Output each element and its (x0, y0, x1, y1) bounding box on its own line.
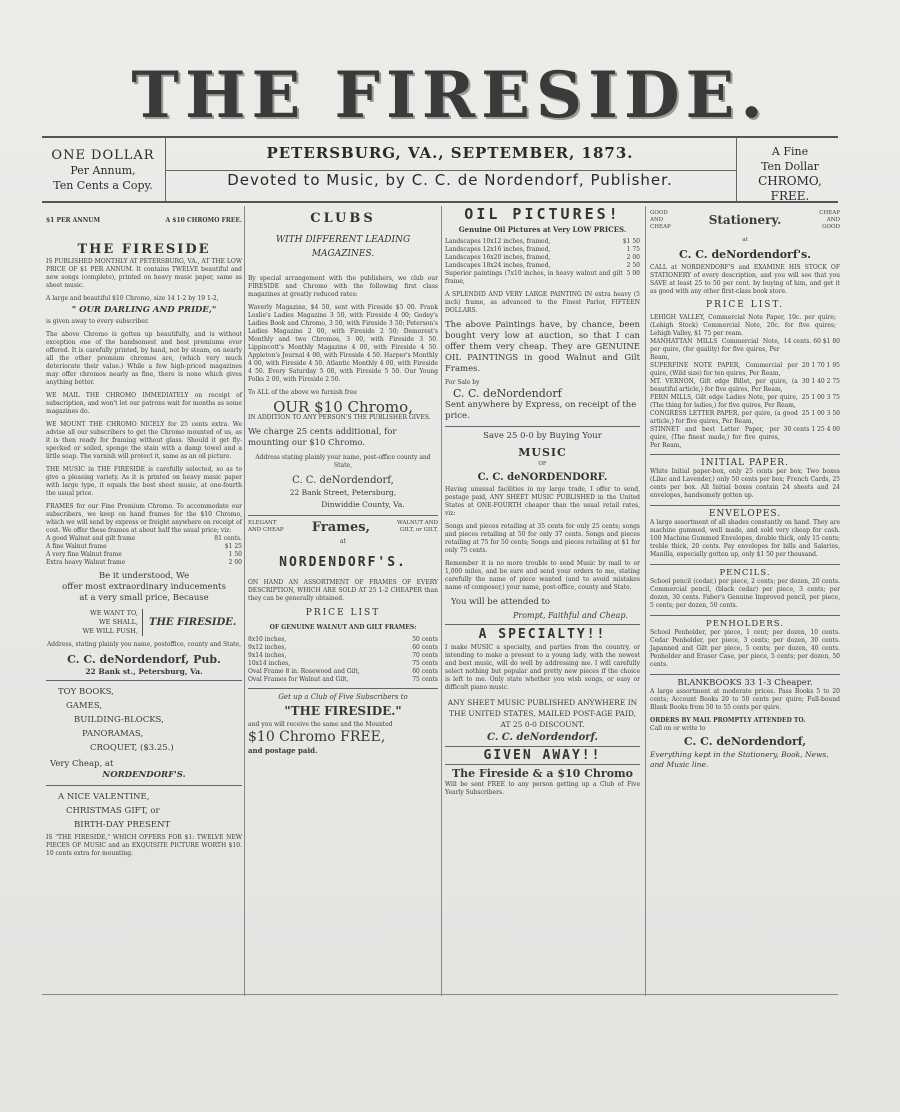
col3-oil-heading: OIL PICTURES! (464, 205, 621, 223)
col3-given-away: GIVEN AWAY!! (483, 748, 602, 763)
col1-para4: THE MUSIC in THE FIRESIDE is carefully selected, so as to give a pleasing variety. As it is printed on heavy music paper with large type, it equals the best sheet music, at one-fourth the usual price. (46, 466, 242, 497)
col3-sent: Sent anywhere by Express, on receipt of the price. (445, 400, 637, 421)
masthead-title: THE FIRESIDE. (131, 58, 769, 133)
col3-music-body-1: Having unusual facilities in my large trade, I offer to send, postage paid, ANY SHEET MUSIC PUBLISHED in the United States at ONE-FOURTH cheaper than the usual retail rates, viz: (445, 486, 640, 517)
col2-nordendorfs: NORDENDORF'S. (279, 555, 407, 570)
copy-price-line: Ten Cents a Copy. (53, 179, 153, 192)
col4-at: at (742, 237, 748, 243)
col1-publisher-name: C. C. deNordendorf, Pub. (67, 653, 221, 666)
col1-price-tag: $1 PER ANNUM (46, 217, 101, 224)
column-3 (445, 205, 640, 797)
frame-price-label: A fine Walnut frame (46, 543, 107, 550)
col1-want-title: THE FIRESIDE. (149, 617, 237, 628)
col4-blankbooks-heading: BLANKBOOKS 33 1-3 Cheaper. (677, 678, 813, 688)
walnut-frame-price-row (248, 644, 438, 652)
landscape-price-price: $1 50 (622, 238, 640, 245)
col4-stationery: Stationery. (708, 213, 782, 227)
col1-frame-list (46, 535, 242, 567)
landscape-price-row (445, 246, 640, 254)
frame-price-row (46, 559, 242, 567)
stationery-price-row (650, 394, 840, 410)
col1-para3: WE MOUNT THE CHROMO NICELY for 25 cents extra. We advise all our subscribers to get the Chromo mounted of us, as it is then ready for framing without glass. Should it get fly-specked or soiled, sponge the stain with a damp towel and a little soap. The varnish will protect it, same as an oil picture. (46, 421, 242, 460)
col1-want-2: WE SHALL, (98, 618, 138, 626)
walnut-frame-price-price: 60 cents (412, 668, 438, 675)
col3-fireside-chromo: The Fireside & a $10 Chromo (451, 767, 634, 780)
col2-at: at (340, 538, 346, 545)
col1-valentine-list (46, 790, 242, 832)
stationery-price-row (650, 378, 840, 394)
motto: Devoted to Music, by C. C. de Nordendorf, Publisher. (227, 171, 673, 189)
frame-price-row (46, 543, 242, 551)
landscape-price-label: Landscapes 18x24 inches, framed, (445, 262, 551, 269)
walnut-frame-price-price: 75 cents (412, 676, 438, 683)
col2-fireside-quote: "THE FIRESIDE." (284, 704, 402, 718)
walnut-frame-price-row (248, 676, 438, 684)
col1-para5: FRAMES for our Fine Premium Chromo. To accommodate our subscribers, we keep on hand frames for the $10 Chromo, which we will send by express or freight anywhere on receipt of cost. We offer these frames at about half the usual price; viz: (46, 503, 242, 534)
stationery-price-price: 20 1 70 1 95 (801, 362, 840, 369)
col1-understood-2: offer most extraordinary inducements (62, 582, 226, 592)
col1-cheap-1: Very Cheap, at (50, 759, 114, 769)
col3-for-sale: For Sale by (445, 379, 480, 386)
col2-name: C. C. deNordendorf, (292, 475, 394, 486)
stationery-price-row (650, 338, 840, 362)
col3-given-body: Will be sent FREE to any person getting up a Club of Five Yearly Subscribers. (445, 781, 640, 796)
walnut-frame-price-price: 60 cents (412, 644, 438, 651)
toy-item: TOY BOOKS, (58, 687, 114, 697)
col1-cheap-2: NORDENDORF'S. (102, 770, 186, 780)
col2-county: Dinwiddie County, Va. (321, 500, 405, 509)
bottom-rule (42, 994, 838, 995)
landscape-price-label: Superior paintings (7x10 inches, in heavy walnut and gilt frame, (445, 270, 623, 285)
walnut-frame-price-price: 50 cents (412, 636, 438, 643)
col1-toy-list (46, 685, 242, 755)
col2-street: 22 Bank Street, Petersburg, (289, 488, 397, 497)
frame-price-price: 2 00 (228, 559, 242, 566)
col2-charge: We charge 25 cents additional, for mounting our $10 Chromo. (248, 427, 397, 448)
walnut-frame-price-label: Oval Frame 8 in. Rosewood and Gilt, (248, 668, 360, 675)
frame-price-label: A very fine Walnut frame (46, 551, 122, 558)
landscape-price-price: 1 75 (626, 246, 640, 253)
stationery-price-price (836, 314, 840, 338)
chromo-line-1: A Fine (771, 145, 809, 158)
landscape-price-row (445, 262, 640, 270)
col4-price-list: PRICE LIST. (706, 300, 784, 310)
col2-club-five: Get up a Club of Five Subscribers to (278, 693, 408, 701)
col4-call-write: Call on or write to (650, 725, 706, 732)
col2-clubs-list: Waverly Magazine, $4 50, sent with Fireside $5 00. Frank Leslie's Ladies Magazine 3 50, with Fireside 4 00; Godey's Ladies Book and Chromo, 3 50, with Fireside 3 50; Peterson's Ladies Magazine 2 00, with Fireside 2 50; Demorest's Monthly and two Chromos, 3 00, with Fireside 3 50. Lippincott's Monthly Magazine 4 00, with Fireside 4 50. Appleton's Journal 4 00, with Fireside 4 50. Harper's Monthly 4 00, with Fireside 4 50. Atlantic Monthly 4 00, with Fireside 4 50. Every Saturday 5 00, with Fireside 5 50. Our Young Folks 2 00, with Fireside 2 50. (248, 304, 438, 383)
col4-name: C. C. deNordendorf's. (679, 248, 811, 261)
col3-music: MUSIC (518, 446, 567, 459)
walnut-frame-price-row (248, 660, 438, 668)
col2-chromo-free: $10 Chromo FREE, (248, 729, 386, 745)
col3-signature: C. C. deNordendorf. (487, 732, 598, 743)
col2-clubs-heading: CLUBS (310, 211, 376, 226)
col4-call: CALL at NORDENDORF'S and EXAMINE HIS STOCK OF STATIONERY of every description, and you will see that you SAVE at least 25 to 50 per cent. by buying of him, and get it as good with any other first-class book store. (650, 264, 840, 295)
col4-good-cheap: GOOD AND CHEAP (650, 210, 671, 230)
col3-splendid: A SPLENDID AND VERY LARGE PAINTING IN extra heavy (5 inch) frame, as advanced to the Finest Parlor, FIFTEEN DOLLARS. (445, 291, 640, 314)
col4-envelopes-heading: ENVELOPES. (708, 509, 782, 519)
stationery-price-label: LEHIGH VALLEY, Commercial Note Paper, 10c. per quire; (Lehigh Stock) Commercial Note, 20c. for five quires; Lehigh Valley, $1 75 per ream. (650, 314, 836, 337)
header-bottom-rule (42, 201, 838, 203)
walnut-frame-price-label: 9x12 inches, (248, 644, 287, 651)
col2-frames-left: ELEGANT AND CHEAP (248, 520, 284, 533)
per-annum-line: Per Annum, (70, 164, 136, 177)
header-center (170, 144, 730, 189)
walnut-frame-price-row (248, 652, 438, 660)
col1-given: is given away to every subscriber. (46, 318, 150, 325)
header-divider-right (736, 138, 737, 201)
col3-save: Save 25 0-0 by Buying Your (483, 431, 602, 441)
dateline: PETERSBURG, VA., SEPTEMBER, 1873. (266, 144, 634, 162)
stationery-price-row (650, 362, 840, 378)
frame-price-label: Extra heavy Walnut frame (46, 559, 126, 566)
walnut-frame-price-row (248, 636, 438, 644)
col2-receive: and you will receive the same and the Mounted (248, 721, 393, 728)
col3-genuine: Genuine Oil Pictures at Very LOW PRICES. (458, 225, 627, 234)
walnut-frame-price-label: Oval Frames for Walnut and Gilt, (248, 676, 349, 683)
col2-addition: IN ADDITION TO ANY PERSON'S THE PUBLISHER GIVES. (248, 414, 431, 421)
col1-heading: THE FIRESIDE (77, 242, 211, 257)
col4-blankbooks-body: A large assortment at moderate prices. Pass Books 5 to 20 cents; Account Books 20 to 50 cents per quire; Full-bound Blank Books from 50 to 55 cents per quire. (650, 688, 840, 711)
stationery-price-price: 25 1 00 3 50 (801, 410, 840, 417)
col2-our-chromo: OUR $10 Chromo, (273, 398, 413, 416)
stationery-price-price: 30 cents 1 25 4 00 (783, 426, 840, 433)
col1-push-block (46, 609, 242, 636)
col1-publisher-address: 22 Bank st., Petersburg, Va. (85, 667, 203, 676)
col2-frames-right: WALNUT AND GILT, or GILT, (396, 520, 438, 533)
walnut-frame-price-label: 8x10 inches, (248, 636, 287, 643)
landscape-price-label: Landscapes 10x12 inches, framed, (445, 238, 551, 245)
col1-intro: IS PUBLISHED MONTHLY AT PETERSBURG, VA., AT THE LOW PRICE OF $1 PER ANNUM. It contains TWELVE beautiful and new songs (complete), printed on heavy music paper, same as sheet music. (46, 258, 242, 289)
col1-para1: The above Chromo is gotten up beautifully, and is without exception one of the handsomest and best premiums ever offered. It is carefully printed, by hand, not by steam, on nearly all the other premium chromos are, (which very much deteriorate their value.) While a few high-priced magazines may offer chromos nearly as fine, there is none which gives anything better. (46, 331, 242, 386)
column-rule-1 (244, 206, 245, 996)
landscape-price-price: 2 00 (626, 254, 640, 261)
col2-frames-body: ON HAND AN ASSORTMENT OF FRAMES OF EVERY DESCRIPTION, WHICH ARE SOLD AT 25 1-2 CHEAPER than they can be generally obtained. (248, 579, 438, 602)
col4-initial-body: White Initial paper-box, only 25 cents per box; Two boxes (Lilac and Lavender,) only 50 cents per box; French Cards, 25 cents per box. All Initial boxes contain 24 sheets and 24 envelopes, handsomely gotten up. (650, 468, 840, 499)
toy-item: BUILDING-BLOCKS, (74, 715, 164, 725)
col2-price-list: PRICE LIST (305, 608, 381, 618)
stationery-price-price: 14 cents. 60 $1 80 (783, 338, 840, 345)
col4-penholders-heading: PENHOLDERS. (705, 619, 785, 629)
column-rule-2 (441, 206, 442, 996)
col1-chromo-line: A large and beautiful $10 Chromo, size 14 1-2 by 19 1-2, (46, 295, 219, 302)
walnut-frame-price-price: 75 cents (412, 660, 438, 667)
col1-understood-1: Be it understood, We (98, 571, 190, 581)
landscape-price-label: Landscapes 16x20 inches, framed, (445, 254, 551, 261)
col1-want-1: WE WANT TO, (90, 609, 138, 617)
col4-item-list (650, 314, 840, 450)
frame-price-row (46, 551, 242, 559)
col4-initial-heading: INITIAL PAPER. (701, 458, 789, 468)
chromo-line-2: Ten Dollar (761, 160, 819, 173)
col2-frames-line (248, 520, 438, 534)
col4-everything: Everything kept in the Stationery, Book, News, and Music line. (650, 750, 829, 769)
col2-postage: and postage paid. (248, 746, 318, 755)
stationery-price-label: CONGRESS LETTER PAPER, per quire, (a good article,) for five quires, Per Ream, (650, 410, 798, 425)
valentine-line: A NICE VALENTINE, (58, 792, 150, 802)
landscape-price-price: 2 50 (626, 262, 640, 269)
col3-attended: You will be attended to (451, 597, 551, 607)
col1-want-3: WE WILL PUSH, (82, 627, 138, 635)
frame-price-label: A good Walnut and gilt frame (46, 535, 136, 542)
col1-valentine-note: IS "THE FIRESIDE," WHICH OFFERS FOR $1: TWELVE NEW PIECES OF MUSIC and an EXQUISITE PICTURE WORTH $10. 10 cents extra for mounting. (46, 834, 242, 857)
column-2 (248, 210, 438, 755)
stationery-price-label: SUPERFINE NOTE PAPER, Commercial per quire, (Wild size) for ten quires, Per Ream, (650, 362, 798, 377)
stationery-price-label: MT. VERNON, Gilt edge Billet, per quire, (a beautiful article,) for five quires, Per Ream, (650, 378, 798, 393)
frame-price-price: 1 50 (228, 551, 242, 558)
column-1 (46, 210, 242, 858)
stationery-price-label: STINNET and best Letter Paper, per quire, (The finest made,) for five quires, Per Ream, (650, 426, 780, 449)
stationery-price-label: FERN MILLS, Gilt edge Ladies Note, per quire, (The thing for ladies,) for five quires, Per Ream, (650, 394, 798, 409)
toy-item: GAMES, (66, 701, 103, 711)
col3-name: C. C. deNordendorf (453, 387, 562, 400)
top-rule (42, 136, 838, 138)
col2-genuine: OF GENUINE WALNUT AND GILT FRAMES: (269, 624, 417, 631)
valentine-line: BIRTH-DAY PRESENT (74, 820, 171, 830)
walnut-frame-price-label: 10x14 inches, (248, 660, 291, 667)
stationery-price-row (650, 314, 840, 338)
landscape-price-row (445, 238, 640, 246)
col1-address-note: Address, stating plainly you name, postoffice, county and State, (46, 641, 242, 648)
col4-cheap-good: CHEAP AND GOOD (819, 210, 840, 230)
frame-price-row (46, 535, 242, 543)
col3-music-body-3: Remember it is no more trouble to send Music by mail to or 1,000 miles, and be sure and send your orders to me, stating carefully the name of piece wanted (and to avoid mistakes name of composer,) your name, post-office, county and State. (445, 560, 640, 591)
col2-clubs-sub: WITH DIFFERENT LEADING MAGAZINES. (275, 235, 411, 259)
col2-clubs-body: By special arrangement with the publishers, we club our FIRESIDE and Chromo with the following first class magazines at greatly reduced rates: (248, 275, 438, 298)
stationery-price-price: 30 1 40 2 75 (801, 378, 840, 385)
col3-landscape-list (445, 238, 640, 286)
landscape-price-label: Landscapes 12x16 inches, framed, (445, 246, 551, 253)
col3-para: The above Paintings have, by chance, been bought very low at auction, so that I can offer them very cheap. They are GENUINE OIL PAINTINGS in good Walnut and Gilt Frames. (445, 320, 640, 374)
landscape-price-row (445, 270, 640, 286)
stationery-price-row (650, 410, 840, 426)
walnut-frame-price-label: 9x14 inches, (248, 652, 287, 659)
stationery-price-price: 25 1 00 3 75 (801, 394, 840, 401)
landscape-price-price: 5 00 (626, 270, 640, 277)
col4-pencils-body: School pencil (cedar,) per piece, 2 cents; per dozen, 20 cents. Commercial pencil, (black cedar) per piece, 3 cents; per dozen, 30 cents. Faber's Genuine Improved pencil, per piece, 5 cents; per dozen, 50 cents. (650, 578, 840, 609)
col3-of: OF (538, 461, 547, 467)
col1-chromo-tag: A $10 CHROMO FREE. (165, 217, 242, 224)
col2-address-note: Address stating plainly your name, post-office county and State, (255, 454, 431, 469)
frame-price-price: $1 25 (224, 543, 242, 550)
col4-orders: ORDERS BY MAIL PROMPTLY ATTENDED TO. (650, 717, 806, 724)
col4-pencils-heading: PENCILS. (719, 568, 771, 578)
walnut-frame-price-row (248, 668, 438, 676)
col3-music-body-2: Songs and pieces retailing at 35 cents for only 25 cents; songs and pieces retailing at 50 for only 37 cents. Songs and pieces retailing at 75 for 50 cents; Songs and pieces retailing at $1 for only 75 cents. (445, 523, 640, 554)
col3-specialty-body: I make MUSIC a specialty, and parties from the country, or intending to make a present to a young lady, with the newest and best music, will do well by addressing me. I will carefully select nothing but popular and pretty new pieces if the choice is left to me. Only state whether you wish songs, or easy or difficult piano music. (445, 644, 640, 691)
chromo-line-3: CHROMO, FREE. (758, 174, 822, 203)
col2-price-table (248, 636, 438, 684)
col1-understood-3: at a very small price, Because (79, 593, 209, 603)
col2-frames-mid: Frames, (311, 519, 371, 535)
col4-signature: C. C. deNordendorf, (683, 735, 807, 748)
col2-furnish: To ALL of the above we furnish free (248, 389, 357, 396)
toy-item: PANORAMAS, (82, 729, 144, 739)
chromo-box (740, 144, 840, 204)
col1-para2: WE MAIL THE CHROMO IMMEDIATELY on receipt of subscription, and won't let our patrons wait for months as some magazines do. (46, 392, 242, 415)
stationery-price-row (650, 426, 840, 450)
subscription-box (44, 148, 162, 193)
landscape-price-row (445, 254, 640, 262)
walnut-frame-price-price: 70 cents (412, 652, 438, 659)
col3-specialty: A SPECIALTY!! (478, 627, 607, 642)
col4-stationery-line (650, 210, 840, 231)
col3-prompt: Prompt, Faithful and Cheap. (513, 611, 628, 620)
col3-any-sheet: ANY SHEET MUSIC PUBLISHED ANYWHERE IN THE UNITED STATES, MAILED POST-AGE PAID, AT 25 0-0 DISCOUNT. (447, 698, 638, 729)
col4-envelopes-body: A large assortment of all shades constantly on hand. They are machine gummed, well made, and sold very cheap for cash. 100 Machine Gummed Envelopes, double thick, only 15 cents; treble thick, 20 cents. Pay envelopes for bills and Salaries, Manilla, especially gotten up, only $1 50 per thousand. (650, 519, 840, 558)
valentine-line: CHRISTMAS GIFT, or (66, 806, 160, 816)
frame-price-price: 81 cents. (214, 535, 242, 542)
column-rule-3 (645, 206, 646, 996)
stationery-price-label: MANHATTAN MILLS Commercial Note, per quire, (for quality) for five quires, Per Ream, (650, 338, 780, 361)
col1-chromo-title: " OUR DARLING AND PRIDE," (71, 305, 217, 315)
column-4 (650, 210, 840, 770)
toy-item: CROQUET, ($3.25.) (90, 743, 174, 753)
col4-penholders-body: School Penholder, per piece, 1 cent; per dozen, 10 cents. Cedar Penholder, per piece, 3 cents; per dozen, 30 cents. Japanned and Gilt per piece, 5 cents; per dozen, 40 cents. Penholder and Eraser Case, per piece, 5 cents; per dozen, 50 cents. (650, 629, 840, 668)
price-line: ONE DOLLAR (51, 148, 155, 163)
col3-nord: C. C. deNORDENDORF. (477, 472, 608, 483)
